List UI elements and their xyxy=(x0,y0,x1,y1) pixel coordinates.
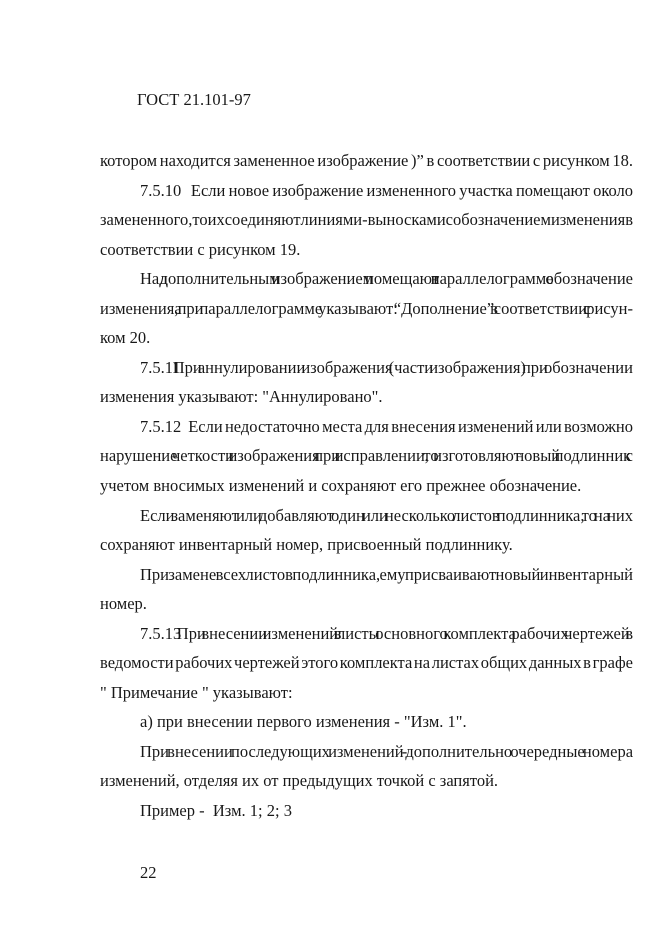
page-number: 22 xyxy=(140,863,157,882)
standard-number: ГОСТ 21.101-97 xyxy=(137,90,251,109)
text-line-content: ведомости рабочих чертежей этого комплекта на листах общих данных в графе xyxy=(100,653,633,673)
text-line-content: изменения указывают: "Аннулировано". xyxy=(100,387,383,407)
text-line xyxy=(100,766,633,796)
text-line-content: сохраняют инвентарный номер, присвоенный подлиннику. xyxy=(100,535,513,555)
text-line xyxy=(100,323,633,353)
text-line-content: номер. xyxy=(100,594,147,614)
text-line xyxy=(100,441,633,471)
text-line-content: При внесении последующих изменений - дополнительно очередные номера xyxy=(140,741,634,761)
text-line-content: 7.5.11 При аннулировании изображения (части изображения) при обозначении xyxy=(140,357,633,377)
text-line-content: соответствии с рисунком 19. xyxy=(100,239,301,259)
body-text xyxy=(100,146,633,826)
text-line-content: 7.5.12 Если недостаточно места для внесения изменений или возможно xyxy=(140,416,633,436)
text-line xyxy=(100,796,633,826)
text-line-content: изменения, а при параллелограмме указывают: “Дополнение” в соответствии с рисун- xyxy=(100,298,633,318)
text-line-content: При замене всех листов подлинника, ему присваивают новый инвентарный xyxy=(140,564,633,584)
text-line-content: котором находится замененное изображение )” в соответствии с рисунком 18. xyxy=(100,151,634,170)
text-line xyxy=(100,619,633,649)
text-line xyxy=(100,648,633,678)
text-line xyxy=(100,678,633,708)
text-line-content: замененного, то их соединяют линиями-выносками с обозначением изменения в xyxy=(100,210,634,230)
text-line-content: Пример - Изм. 1; 2; 3 xyxy=(140,801,292,821)
text-line xyxy=(100,353,633,383)
text-line-content: Над дополнительным изображением помещают в параллелограмме обозначение xyxy=(140,269,633,289)
text-line xyxy=(100,146,633,176)
text-line xyxy=(100,560,633,590)
text-line xyxy=(100,737,633,767)
text-line xyxy=(100,412,633,442)
text-line-content: 7.5.13 При внесении изменений в листы основного комплекта рабочих чертежей в xyxy=(140,623,633,643)
text-line xyxy=(100,501,633,531)
text-line-content: нарушение четкости изображения при исправлении, то изготовляют новый подлинник с xyxy=(100,446,633,466)
text-line xyxy=(100,235,633,265)
text-line xyxy=(100,382,633,412)
text-line xyxy=(100,471,633,501)
text-line-content: Если заменяют или добавляют один или несколько листов подлинника, то на них xyxy=(140,505,634,525)
text-line-content: 7.5.10 Если новое изображение измененного участка помещают около xyxy=(140,180,634,200)
text-line-content: изменений, отделяя их от предыдущих точкой с запятой. xyxy=(100,771,499,791)
text-line-content: ком 20. xyxy=(100,328,151,348)
text-line xyxy=(100,589,633,619)
text-line xyxy=(100,176,633,206)
text-line-content: " Примечание " указывают: xyxy=(100,682,293,702)
text-line xyxy=(100,294,633,324)
text-line xyxy=(100,707,633,737)
text-line xyxy=(100,530,633,560)
text-line xyxy=(100,264,633,294)
text-line-content: учетом вносимых изменений и сохраняют его прежнее обозначение. xyxy=(100,476,582,496)
text-line-content: а) при внесении первого изменения - "Изм. 1". xyxy=(140,712,467,732)
text-line xyxy=(100,205,633,235)
